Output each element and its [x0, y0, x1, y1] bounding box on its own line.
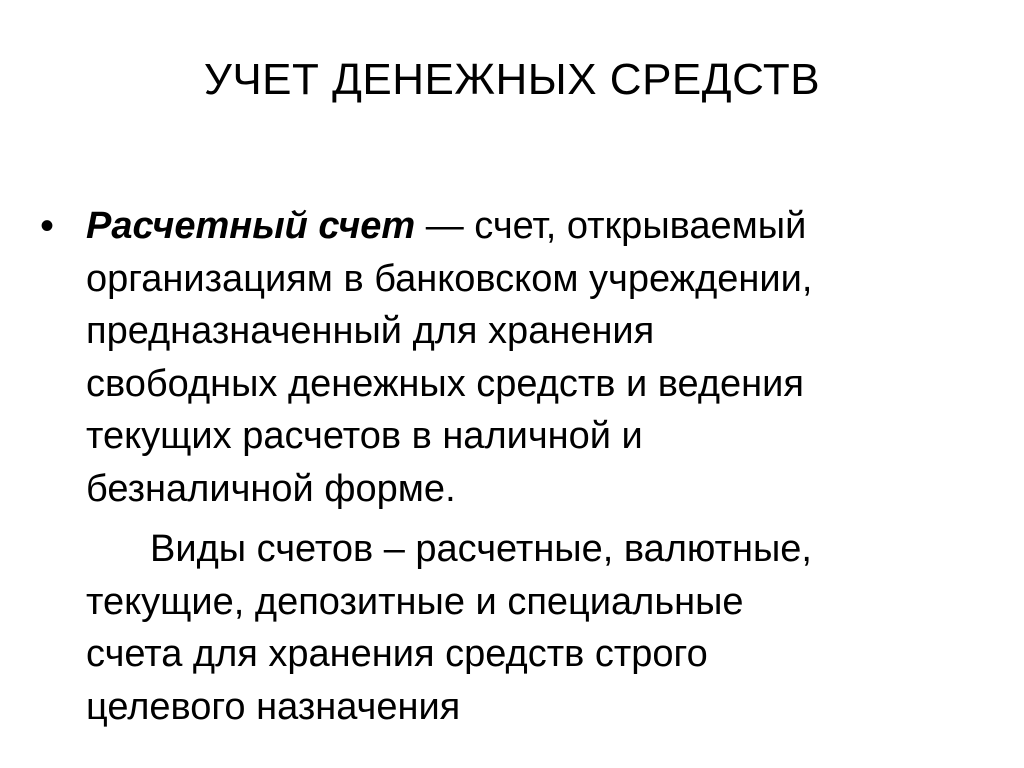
account-types-line: счета для хранения средств строго: [86, 633, 708, 675]
definition-line: текущих расчетов в наличной и: [86, 415, 643, 457]
definition-line: свободных денежных средств и ведения: [86, 362, 804, 405]
bullet-marker: •: [40, 204, 55, 248]
slide-title: УЧЕТ ДЕНЕЖНЫХ СРЕДСТВ: [203, 55, 821, 104]
account-types-line: текущие, депозитные и специальные: [86, 580, 744, 623]
slide-body: [86, 200, 986, 733]
account-types-line: целевого назначения: [86, 685, 461, 728]
definition-first-line-rest: — счет, открываемый: [415, 205, 807, 247]
definition-line: организациям в банковском учреждении,: [86, 257, 813, 300]
definition-line: предназначенный для хранения: [86, 310, 655, 352]
definition-first-line: [86, 200, 986, 253]
definition-line: безналичной форме.: [86, 467, 456, 510]
account-types-line: Виды счетов – расчетные, валютные,: [150, 528, 812, 570]
paragraph-gap: [86, 515, 986, 523]
defined-term: Расчетный счет: [86, 205, 416, 247]
